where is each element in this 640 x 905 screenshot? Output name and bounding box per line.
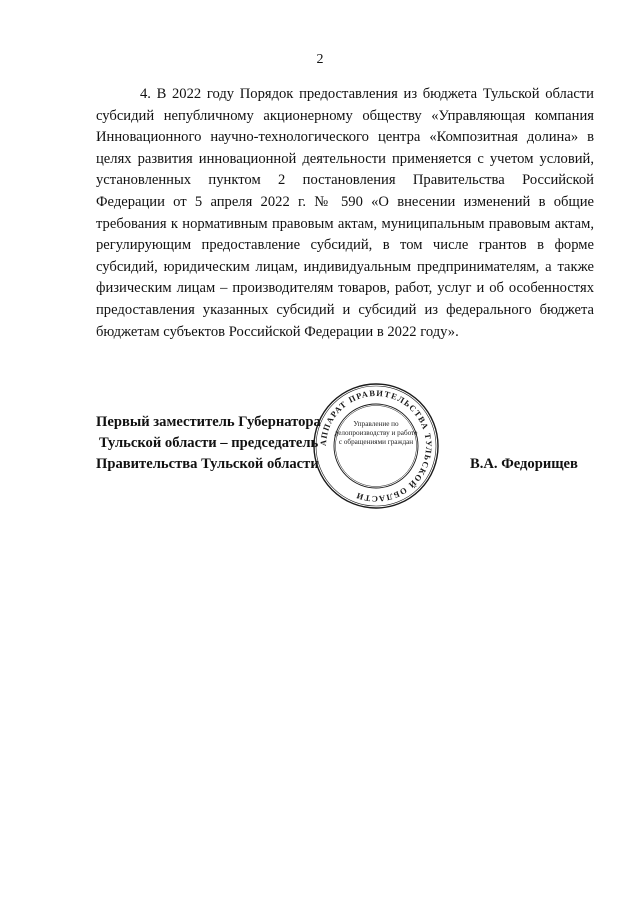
page-number: 2 (316, 52, 324, 67)
signer-name: В.А. Федорищев (470, 456, 578, 472)
signer-title-line-2: Тульской области – председатель (99, 435, 319, 451)
body-paragraph: 4. В 2022 году Порядок предоставления из бюджета Тульской области субсидий непубличному акционерному обществу «Управляющая компания Инновационного научно-технологического центра «Композитная долина» в целях развития инновационной деятельности применяется с учетом условий, установленных пунктом 2 постановления Правительства Российской Федерации от 5 апреля 2022 г. № 590 «О внесении изменений в общие требования к нормативным правовым актам, муниципальным правовым актам, регулирующим предоставление субсидий, в том числе грантов в форме субсидий, юридическим лицам, индивидуальным предпринимателям, а также физическим лицам – производителям товаров, работ, услуг и об особенностях предоставления указанных субсидий и субсидий из федерального бюджета бюджетам субъектов Российской Федерации в 2022 году». (96, 86, 594, 340)
signer-title-line-1: Первый заместитель Губернатора (96, 414, 321, 430)
official-seal (312, 382, 440, 510)
signer-title-line-3: Правительства Тульской области (96, 456, 319, 472)
signer-title (96, 412, 321, 475)
seal-center-text: Управление по делопроизводству и работе с обращениями граждан (334, 420, 418, 446)
seal-ring-text: АППАРАТ ПРАВИТЕЛЬСТВА ТУЛЬСКОЙ ОБЛАСТИ (318, 388, 434, 504)
